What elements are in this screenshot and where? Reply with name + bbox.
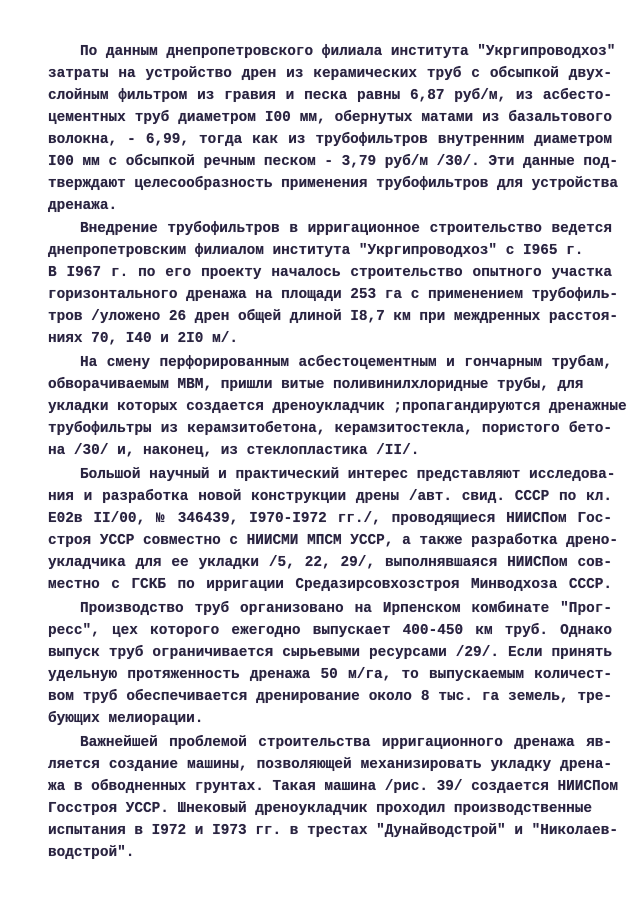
text-line: строя УССР совместно с НИИСМИ МПСМ УССР, а также разработка дрено-: [48, 533, 618, 549]
text-line: укладчика для ее укладки /5, 22, 29/, выполнявшаяся НИИСПом сов-: [48, 555, 612, 571]
text-line: тров /уложено 26 дрен общей длиной I8,7 км при междренных расстоя-: [48, 309, 618, 325]
text-line: трубофильтры из керамзитобетона, керамзитостекла, пористого бето-: [48, 421, 612, 437]
text-line: ниях 70, I40 и 2I0 м/.: [48, 331, 238, 347]
text-line: затраты на устройство дрен из керамических труб с обсыпкой двух-: [48, 66, 612, 82]
text-line: на /30/ и, наконец, из стеклопластика /II/.: [48, 443, 420, 459]
text-line: ресс", цех которого ежегодно выпускает 400-450 км труб. Однако: [48, 623, 612, 639]
text-line: водстрой".: [48, 845, 135, 861]
text-line: Е02в II/00, № 346439, I970-I972 гг./, проводящиеся НИИСПом Гос-: [48, 511, 612, 527]
text-line: цементных труб диаметром I00 мм, обернутых матами из базальтового: [48, 110, 612, 126]
text-line: Важнейшей проблемой строительства ирригационного дренажа яв-: [80, 735, 612, 751]
text-line: обворачиваемым МВМ, пришли витые поливинилхлоридные трубы, для: [48, 377, 584, 393]
text-line: На смену перфорированным асбестоцементным и гончарным трубам,: [80, 355, 612, 371]
text-line: Производство труб организовано на Ирпенском комбинате "Прог-: [80, 601, 612, 617]
text-line: слойным фильтром из гравия и песка равны 6,87 руб/м, из асбесто-: [48, 88, 612, 104]
text-line: Большой научный и практический интерес представляют исследова-: [80, 467, 616, 483]
text-line: Госстроя УССР. Шнековый дреноукладчик проходил производственные: [48, 801, 593, 817]
text-line: ния и разработка новой конструкции дрены /авт. свид. СССР по кл.: [48, 489, 612, 505]
text-line: дренажа.: [48, 198, 118, 214]
text-line: Внедрение трубофильтров в ирригационное строительство ведется: [80, 221, 612, 237]
text-line: жа в обводненных грунтах. Такая машина /рис. 39/ создается НИИСПом: [48, 779, 618, 795]
text-line: I00 мм с обсыпкой речным песком - 3,79 руб/м /30/. Эти данные под-: [48, 154, 618, 170]
text-line: испытания в I972 и I973 гг. в трестах "Дунайводстрой" и "Николаев-: [48, 823, 618, 839]
text-line: удельную протяженность дренажа 50 м/га, то выпускаемым количест-: [48, 667, 612, 683]
text-line: волокна, - 6,99, тогда как из трубофильтров внутренним диаметром: [48, 132, 612, 148]
text-line: тверждают целесообразность применения трубофильтров для устройства: [48, 176, 618, 192]
text-line: По данным днепропетровского филиала института "Укргипроводхоз": [80, 44, 616, 60]
text-line: укладки которых создается дреноукладчик ;пропагандируются дренажные: [48, 399, 627, 415]
text-line: бующих мелиорации.: [48, 711, 204, 727]
text-line: горизонтального дренажа на площади 253 га с применением трубофиль-: [48, 287, 618, 303]
text-line: ляется создание машины, позволяющей механизировать укладку дрена-: [48, 757, 612, 773]
text-line: выпуск труб ограничивается сырьевыми ресурсами /29/. Если принять: [48, 645, 612, 661]
text-line: вом труб обеспечивается дренирование около 8 тыс. га земель, тре-: [48, 689, 612, 705]
text-line: местно с ГСКБ по ирригации Средазирсовхозстроя Минводхоза СССР.: [48, 577, 612, 593]
text-line: В I967 г. по его проекту началось строительство опытного участка: [48, 265, 612, 281]
text-line: днепропетровским филиалом института "Укргипроводхоз" с I965 г.: [48, 243, 584, 259]
